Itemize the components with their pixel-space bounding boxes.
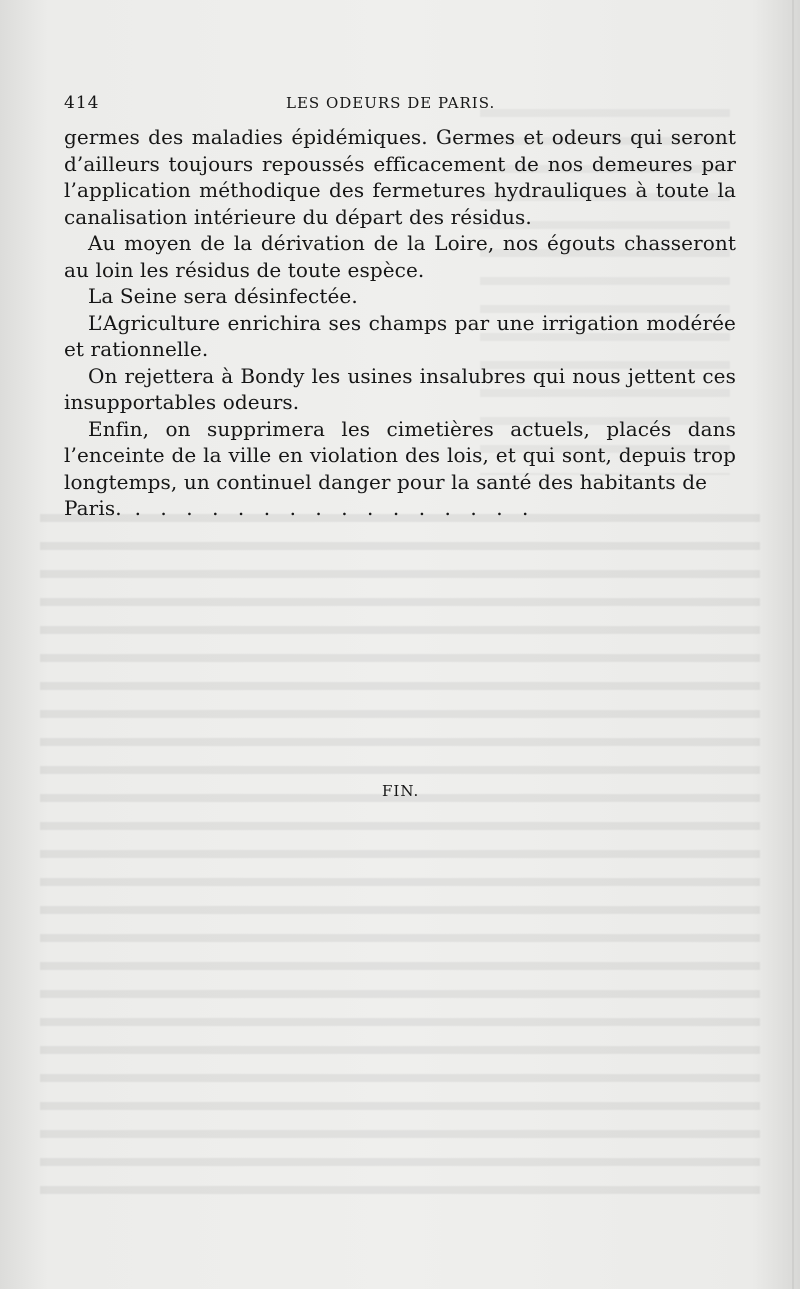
paragraph: germes des maladies épidémiques. Germes et odeurs qui seront d’ailleurs toujours repoussés efficacement de nos demeures par l’application méthodique des fermetures hydrauliques à toute la canalisation intérieure du départ des résidus. [64, 125, 736, 229]
bleed-through-verso [40, 500, 760, 1200]
paragraph: L’Agriculture enrichira ses champs par une irrigation modérée et rationnelle. [64, 310, 736, 361]
fin-label: FIN. [382, 782, 420, 800]
paragraph: On rejettera à Bondy les usines insalubres qui nous jettent ces insupportables odeurs. [64, 363, 736, 414]
paragraph: Au moyen de la dérivation de la Loire, nos égouts chasseront au loin les résidus de toute espèce. [64, 231, 736, 282]
paragraph: La Seine sera désinfectée. [88, 284, 358, 308]
paragraph: Enfin, on supprimera les cimetières actuels, placés dans l’enceinte de la ville en violation des lois, et qui sont, depuis trop longtemps, un continuel danger pour la santé des habitants de [64, 416, 736, 494]
closing-word: Paris. [64, 496, 122, 520]
body-text [64, 124, 736, 522]
page-number: 414 [64, 93, 100, 113]
page-edge [792, 0, 794, 1289]
page-header [64, 93, 734, 115]
dot-leader: . . . . . . . . . . . . . . . . [121, 496, 529, 520]
running-title: LES ODEURS DE PARIS. [286, 94, 496, 112]
closing-line [64, 495, 736, 522]
